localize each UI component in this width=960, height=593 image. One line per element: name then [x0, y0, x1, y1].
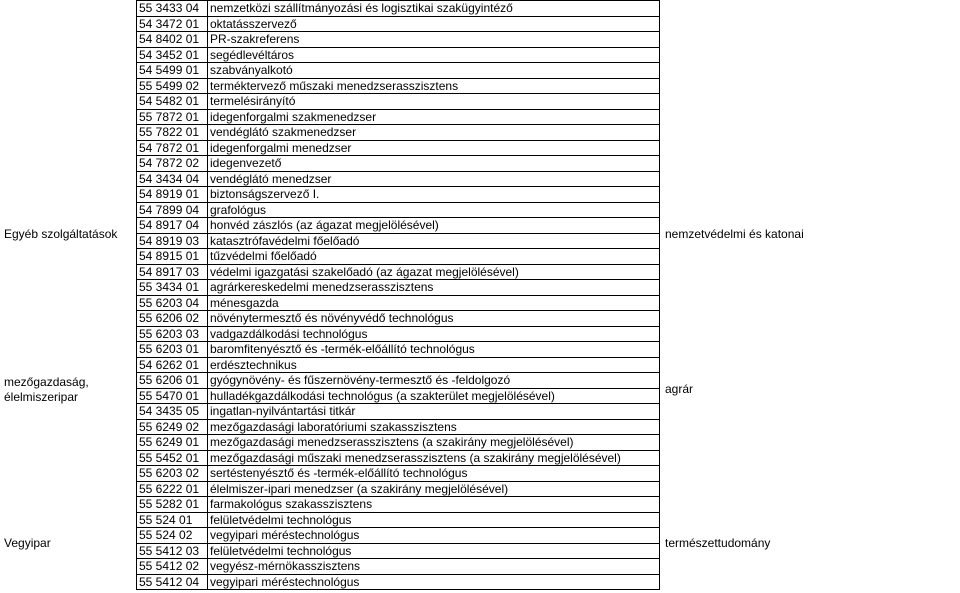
qualification-code: 54 8917 03	[137, 264, 208, 280]
table-row	[137, 419, 660, 435]
qualification-name: élelmiszer-ipari menedzser (a szakirány megjelölésével)	[208, 481, 660, 497]
qualification-code: 55 7872 01	[137, 109, 208, 125]
table-row	[137, 574, 660, 590]
table-row	[137, 156, 660, 172]
table-row	[137, 280, 660, 296]
qualification-name: vadgazdálkodási technológus	[208, 326, 660, 342]
qualification-name: vegyipari méréstechnológus	[208, 528, 660, 544]
qualification-name: vendéglátó menedzser	[208, 171, 660, 187]
table-row	[137, 140, 660, 156]
table-row	[137, 202, 660, 218]
table-row	[137, 218, 660, 234]
qualification-table	[136, 0, 660, 590]
qualification-name: biztonságszervező I.	[208, 187, 660, 203]
table-row	[137, 171, 660, 187]
qualification-code: 55 5412 02	[137, 559, 208, 575]
qualification-code: 55 524 02	[137, 528, 208, 544]
table-row	[137, 311, 660, 327]
qualification-name: terméktervező műszaki menedzserasszisztens	[208, 78, 660, 94]
qualification-code: 54 8917 04	[137, 218, 208, 234]
qualification-name: oktatásszervező	[208, 16, 660, 32]
table-row	[137, 481, 660, 497]
table-row	[137, 435, 660, 451]
qualification-name: vegyipari méréstechnológus	[208, 574, 660, 590]
table-row	[137, 388, 660, 404]
table-row	[137, 342, 660, 358]
table-row	[137, 404, 660, 420]
category-egyeb-szolgaltatasok: Egyéb szolgáltatások	[4, 227, 118, 241]
qualification-name: erdésztechnikus	[208, 357, 660, 373]
category-mezogazdasag-line1: mezőgazdaság,	[4, 375, 89, 389]
qualification-name: idegenforgalmi menedzser	[208, 140, 660, 156]
qualification-code: 54 3452 01	[137, 47, 208, 63]
qualification-name: ingatlan-nyilvántartási titkár	[208, 404, 660, 420]
table-row	[137, 264, 660, 280]
qualification-name: gyógynövény- és fűszernövény-termesztő és -feldolgozó	[208, 373, 660, 389]
qualification-name: idegenforgalmi szakmenedzser	[208, 109, 660, 125]
qualification-code: 54 8919 01	[137, 187, 208, 203]
table-row	[137, 125, 660, 141]
table-row	[137, 1, 660, 17]
field-nemzetvedelmi: nemzetvédelmi és katonai	[665, 227, 804, 241]
table-row	[137, 63, 660, 79]
field-agrar: agrár	[665, 382, 694, 396]
qualification-code: 55 5412 04	[137, 574, 208, 590]
qualification-code: 55 3433 04	[137, 1, 208, 17]
table-row	[137, 94, 660, 110]
table-row	[137, 78, 660, 94]
qualification-code: 55 5282 01	[137, 497, 208, 513]
qualification-code: 55 6203 01	[137, 342, 208, 358]
table-row	[137, 450, 660, 466]
category-mezogazdasag-line2: élelmiszeripar	[4, 390, 79, 404]
qualification-code: 54 8402 01	[137, 32, 208, 48]
qualification-code: 55 6203 02	[137, 466, 208, 482]
qualification-code: 54 5482 01	[137, 94, 208, 110]
qualification-code: 55 5499 02	[137, 78, 208, 94]
qualification-name: mezőgazdasági menedzserasszisztens (a szakirány megjelölésével)	[208, 435, 660, 451]
qualification-code: 55 6203 04	[137, 295, 208, 311]
qualification-name: farmakológus szakasszisztens	[208, 497, 660, 513]
qualification-rows	[137, 1, 660, 590]
table-row	[137, 497, 660, 513]
qualification-code: 55 6206 02	[137, 311, 208, 327]
qualification-name: tűzvédelmi főelőadó	[208, 249, 660, 265]
qualification-name: felületvédelmi technológus	[208, 512, 660, 528]
qualification-name: ménesgazda	[208, 295, 660, 311]
qualification-code: 55 3434 01	[137, 280, 208, 296]
qualification-name: PR-szakreferens	[208, 32, 660, 48]
qualification-code: 54 6262 01	[137, 357, 208, 373]
qualification-name: hulladékgazdálkodási technológus (a szakterület megjelölésével)	[208, 388, 660, 404]
qualification-name: segédlevéltáros	[208, 47, 660, 63]
category-vegyipar: Vegyipar	[4, 536, 51, 550]
qualification-code: 55 6206 01	[137, 373, 208, 389]
qualification-name: termelésirányító	[208, 94, 660, 110]
qualification-code: 55 6203 03	[137, 326, 208, 342]
qualification-name: vendéglátó szakmenedzser	[208, 125, 660, 141]
qualification-code: 54 3435 05	[137, 404, 208, 420]
category-mezogazdasag	[4, 375, 89, 405]
qualification-code: 55 7822 01	[137, 125, 208, 141]
table-row	[137, 373, 660, 389]
qualification-name: védelmi igazgatási szakelőadó (az ágazat megjelölésével)	[208, 264, 660, 280]
qualification-code: 54 3472 01	[137, 16, 208, 32]
qualification-code: 54 5499 01	[137, 63, 208, 79]
qualification-name: agrárkereskedelmi menedzserasszisztens	[208, 280, 660, 296]
table-row	[137, 47, 660, 63]
qualification-name: mezőgazdasági laboratóriumi szakasszisztens	[208, 419, 660, 435]
qualification-code: 54 8919 03	[137, 233, 208, 249]
table-row	[137, 109, 660, 125]
qualification-name: katasztrófavédelmi főelőadó	[208, 233, 660, 249]
qualification-code: 55 5470 01	[137, 388, 208, 404]
qualification-name: baromfitenyésztő és -termék-előállító technológus	[208, 342, 660, 358]
qualification-code: 55 524 01	[137, 512, 208, 528]
qualification-code: 55 6222 01	[137, 481, 208, 497]
qualification-code: 55 5412 03	[137, 543, 208, 559]
table-row	[137, 187, 660, 203]
qualification-name: felületvédelmi technológus	[208, 543, 660, 559]
field-termeszettudomany: természettudomány	[665, 536, 771, 550]
qualification-code: 55 5452 01	[137, 450, 208, 466]
qualification-code: 55 6249 02	[137, 419, 208, 435]
qualification-name: idegenvezető	[208, 156, 660, 172]
table-row	[137, 32, 660, 48]
qualification-name: szabványalkotó	[208, 63, 660, 79]
qualification-code: 54 7872 02	[137, 156, 208, 172]
table-row	[137, 233, 660, 249]
qualification-code: 55 6249 01	[137, 435, 208, 451]
qualification-name: nemzetközi szállítmányozási és logisztikai szakügyintéző	[208, 1, 660, 17]
table-row	[137, 249, 660, 265]
qualification-name: mezőgazdasági műszaki menedzserasszisztens (a szakirány megjelölésével)	[208, 450, 660, 466]
table-row	[137, 543, 660, 559]
qualification-name: grafológus	[208, 202, 660, 218]
qualification-code: 54 3434 04	[137, 171, 208, 187]
qualification-name: honvéd zászlós (az ágazat megjelölésével)	[208, 218, 660, 234]
table-row	[137, 295, 660, 311]
table-row	[137, 326, 660, 342]
table-row	[137, 466, 660, 482]
qualification-code: 54 8915 01	[137, 249, 208, 265]
table-row	[137, 357, 660, 373]
qualification-name: vegyész-mérnökasszisztens	[208, 559, 660, 575]
table-row	[137, 528, 660, 544]
qualification-name: sertéstenyésztő és -termék-előállító technológus	[208, 466, 660, 482]
qualification-code: 54 7899 04	[137, 202, 208, 218]
qualification-code: 54 7872 01	[137, 140, 208, 156]
qualification-name: növénytermesztő és növényvédő technológus	[208, 311, 660, 327]
table-row	[137, 512, 660, 528]
table-row	[137, 559, 660, 575]
table-row	[137, 16, 660, 32]
